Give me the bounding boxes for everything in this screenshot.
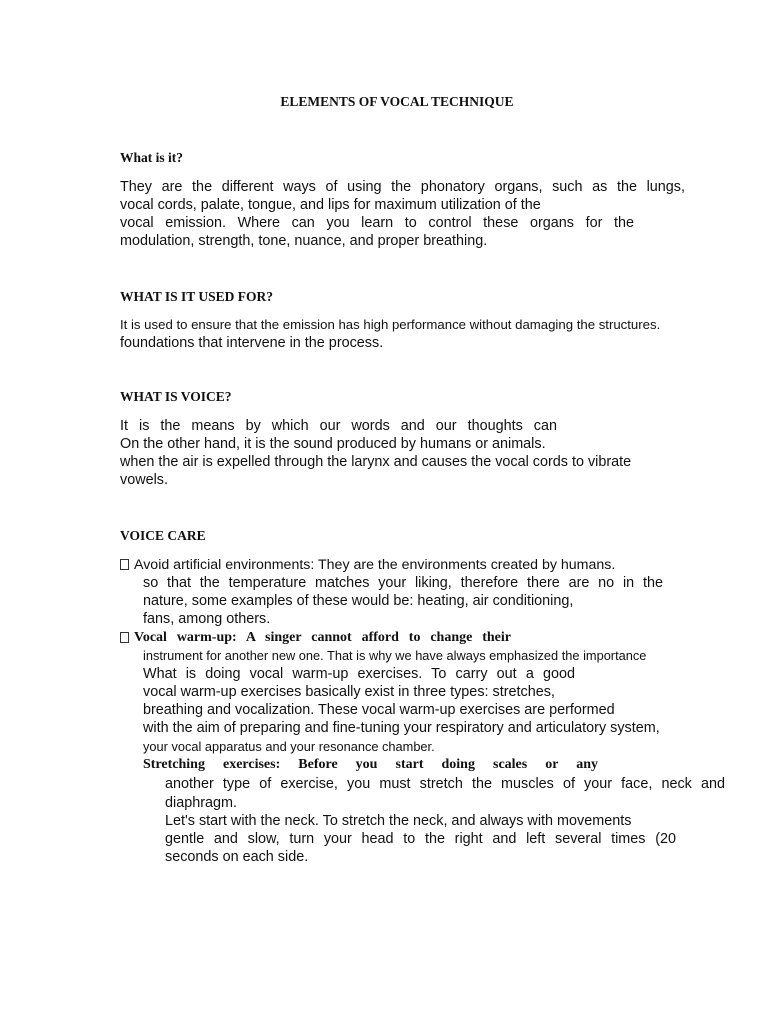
paragraph-line: diaphragm.	[165, 795, 237, 811]
heading-voice-care: VOICE CARE	[120, 528, 206, 543]
heading-what-is-it: What is it?	[120, 150, 184, 165]
paragraph-line: What is doing vocal warm-up exercises. To carry out a good	[143, 666, 575, 682]
paragraph-line: vowels.	[120, 472, 168, 488]
subheading-stretching-exercises: Stretching exercises: Before you start doing scales or any	[143, 757, 598, 772]
paragraph-line: with the aim of preparing and fine-tuning your respiratory and articulatory system,	[143, 720, 660, 736]
checkbox-glyph-icon	[120, 632, 129, 643]
paragraph-line: gentle and slow, turn your head to the right and left several times (20	[165, 831, 676, 847]
paragraph-line: your vocal apparatus and your resonance chamber.	[143, 739, 435, 754]
heading-what-is-voice: WHAT IS VOICE?	[120, 389, 232, 404]
paragraph-line: vocal cords, palate, tongue, and lips for maximum utilization of the	[120, 197, 541, 213]
paragraph-line: It is the means by which our words and our thoughts can	[120, 418, 557, 434]
paragraph-line: foundations that intervene in the process.	[120, 335, 384, 351]
paragraph-line: so that the temperature matches your liking, therefore there are no in the	[143, 575, 663, 591]
paragraph-line: nature, some examples of these would be: heating, air conditioning,	[143, 593, 574, 609]
paragraph-line: They are the different ways of using the phonatory organs, such as the lungs,	[120, 179, 685, 195]
paragraph-line: fans, among others.	[143, 611, 271, 627]
paragraph-line: Let's start with the neck. To stretch the neck, and always with movements	[165, 813, 632, 829]
paragraph-line: vocal emission. Where can you learn to control these organs for the	[120, 215, 634, 231]
paragraph-line: On the other hand, it is the sound produced by humans or animals.	[120, 436, 546, 452]
paragraph-line: It is used to ensure that the emission has high performance without damaging the structures.	[120, 317, 661, 332]
heading-what-is-it-used-for: WHAT IS IT USED FOR?	[120, 289, 274, 304]
bullet-head-text: Avoid artificial environments: They are the environments created by humans.	[134, 557, 616, 573]
paragraph-line: vocal warm-up exercises basically exist in three types: stretches,	[143, 684, 555, 700]
paragraph-line: seconds on each side.	[165, 849, 309, 865]
paragraph-line: instrument for another new one. That is why we have always emphasized the importance	[143, 648, 647, 663]
checkbox-glyph-icon	[120, 559, 129, 570]
paragraph-line: another type of exercise, you must stretch the muscles of your face, neck and	[165, 776, 725, 792]
paragraph-line: when the air is expelled through the larynx and causes the vocal cords to vibrate	[120, 454, 632, 470]
bullet-item	[120, 629, 511, 647]
paragraph-line: modulation, strength, tone, nuance, and proper breathing.	[120, 233, 488, 249]
paragraph-line: breathing and vocalization. These vocal warm-up exercises are performed	[143, 702, 615, 718]
document-title: ELEMENTS OF VOCAL TECHNIQUE	[280, 94, 514, 109]
bullet-item	[120, 556, 615, 574]
bullet-head-text: Vocal warm-up: A singer cannot afford to change their	[134, 630, 511, 645]
